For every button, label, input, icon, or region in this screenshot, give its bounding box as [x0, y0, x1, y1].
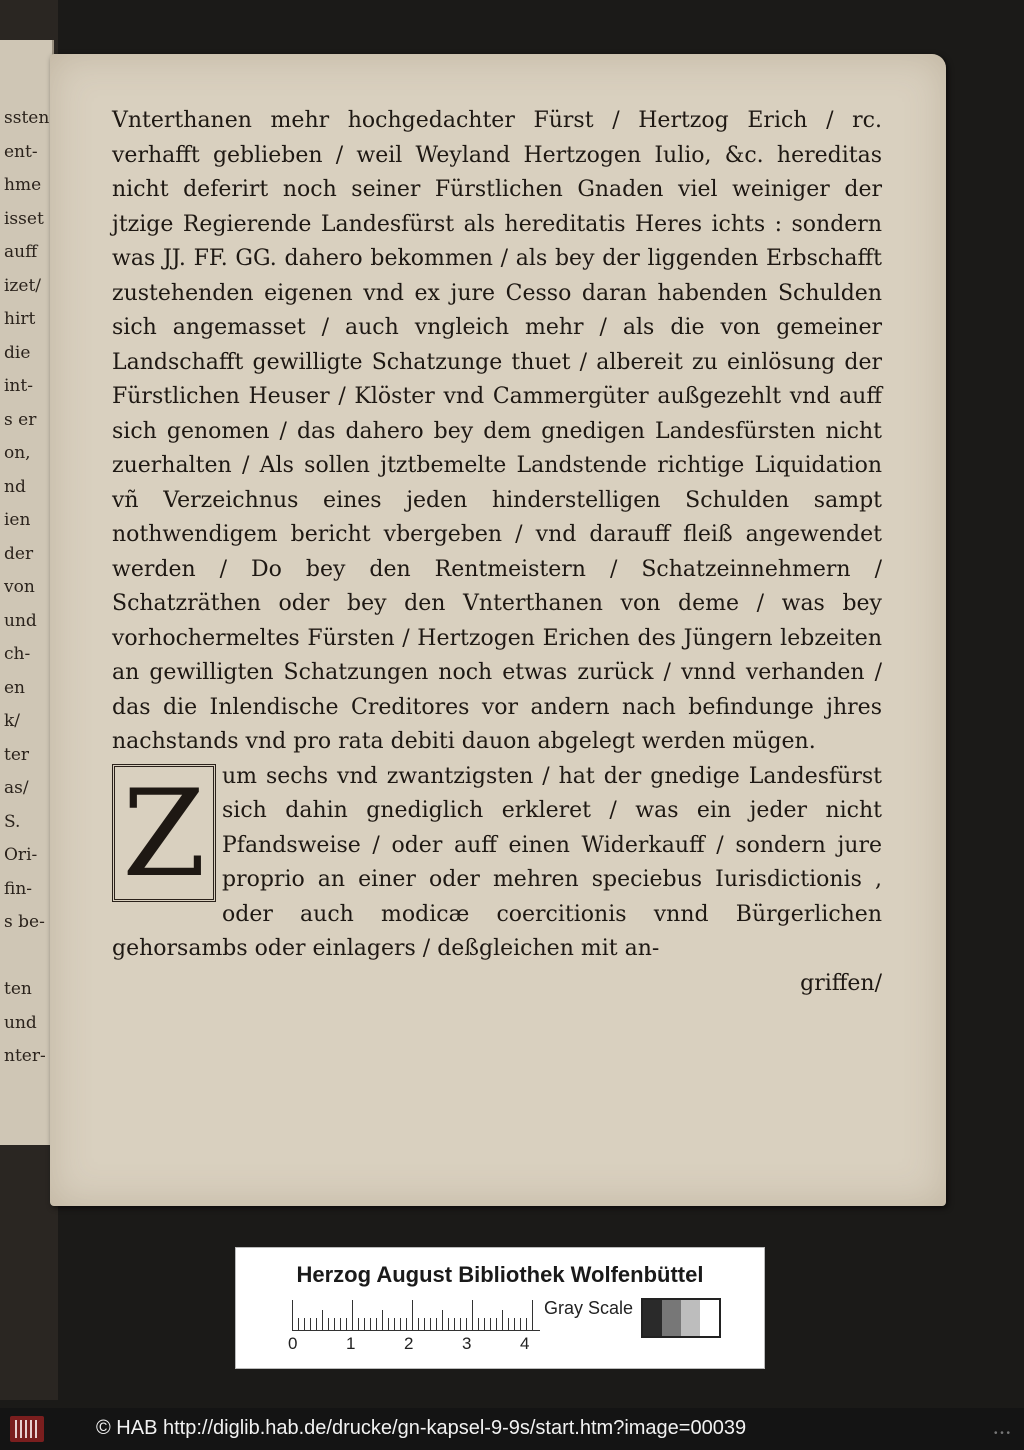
scale-number: 1	[346, 1334, 356, 1353]
ruler-tick	[322, 1310, 323, 1330]
hab-logo-icon[interactable]	[10, 1416, 44, 1442]
page-text	[112, 104, 882, 1001]
ornamental-initial: Z	[112, 764, 216, 902]
ruler-tick	[478, 1318, 479, 1330]
ruler-tick	[394, 1318, 395, 1330]
scale-number: 4	[520, 1334, 530, 1353]
gray-swatch	[662, 1300, 681, 1336]
menu-dots-icon[interactable]: • • •	[993, 1428, 1010, 1439]
ruler-tick	[316, 1318, 317, 1330]
ruler-tick	[382, 1310, 383, 1330]
ruler-tick	[334, 1318, 335, 1330]
ruler-tick	[520, 1318, 521, 1330]
grayscale-swatches	[641, 1298, 721, 1338]
ruler-tick	[460, 1318, 461, 1330]
paragraph-2-text: um sechs vnd zwantzigsten / hat der gnedige Landesfürst sich dahin gnediglich erkleret / was ein jeder nicht Pfandsweise / oder auff einen Widerkauff / sondern jure proprio an einer oder mehren speciebus Iurisdictionis , oder auch modicæ coercitionis vnnd Bürgerlichen gehorsambs oder einlagers / deßgleichen mit an-	[112, 763, 882, 961]
ruler-tick	[430, 1318, 431, 1330]
ruler-tick	[376, 1318, 377, 1330]
ruler-tick	[400, 1318, 401, 1330]
ruler-tick	[484, 1318, 485, 1330]
scale-ruler	[292, 1300, 540, 1331]
library-name: Herzog August Bibliothek Wolfenbüttel	[296, 1262, 704, 1287]
ruler-tick	[298, 1318, 299, 1330]
ruler-tick	[442, 1310, 443, 1330]
ruler-tick	[490, 1318, 491, 1330]
ruler-tick	[448, 1318, 449, 1330]
scale-number: 3	[462, 1334, 472, 1353]
ruler-tick	[472, 1300, 473, 1330]
ruler-tick	[328, 1318, 329, 1330]
ruler-tick	[454, 1318, 455, 1330]
ruler-tick	[304, 1318, 305, 1330]
ruler-tick	[418, 1318, 419, 1330]
ruler-tick	[532, 1300, 533, 1330]
scale-number: 2	[404, 1334, 414, 1353]
paragraph-1: Vnterthanen mehr hochgedachter Fürst / Hertzog Erich / rc. verhafft geblieben / weil Weyland Hertzogen Iulio, &c. hereditas nicht deferirt noch seiner Fürstlichen Gnaden viel weiniger der jtzige Regierende Landesfürst als hereditatis Heres ichts : sondern was JJ. FF. GG. dahero bekommen / als bey der liggenden Erbschafft zustehenden eigenen vnd ex jure Cesso daran habenden Schulden sich angemasset / auch vngleich mehr / als die von gemeiner Landschafft gewilligte Schatzunge thuet / albereit zu einlösung der Fürstlichen Heuser / Klöster vnd Cammergüter außgezehlt vnd auff sich genomen / das dahero bey dem gnedigen Landesfürsten nicht zuerhalten / Als sollen jtztbemelte Landstende richtige Liquidation vñ Verzeichnus eines jeden hinderstelligen Schulden sampt nothwendigem bericht vbergeben / vnd darauff fleiß angewendet werden / Do bey den Rentmeistern / Schatzeinnehmern / Schatzräthen oder bey den Vnterthanen von deme / was bey vorhochermeltes Fürsten / Hertzogen Erichen des Jüngern lebzeiten an gewilligten Schatzungen noch etwas zurück / vnnd verhanden / das die Inlendische Creditores vor andern nach befindunge jhres nachstands vnd pro rata debiti dauon abgelegt werden mügen.	[112, 108, 882, 754]
facing-page-text: ssten ent- hme isset auff izet/ hirt die int- s er on, nd ien der von und ch- en k/ ter as/ S. Ori- fin- s be- ten und nter-	[4, 108, 50, 1066]
ruler-tick	[424, 1318, 425, 1330]
ruler-tick	[514, 1318, 515, 1330]
catchword: griffen/	[800, 970, 882, 996]
ruler-tick	[370, 1318, 371, 1330]
ruler-tick	[412, 1300, 413, 1330]
source-url[interactable]: © HAB http://diglib.hab.de/drucke/gn-kapsel-9-9s/start.htm?image=00039	[96, 1417, 747, 1439]
ruler-tick	[364, 1318, 365, 1330]
viewer-footer	[0, 1408, 1024, 1450]
ruler-tick	[406, 1318, 407, 1330]
ruler-tick	[340, 1318, 341, 1330]
ruler-tick	[352, 1300, 353, 1330]
facing-page-edge	[0, 40, 54, 1145]
ruler-tick	[346, 1318, 347, 1330]
scale-number: 0	[288, 1334, 298, 1353]
ruler-tick	[502, 1310, 503, 1330]
paragraph-2	[112, 760, 882, 967]
ruler-tick	[310, 1318, 311, 1330]
ruler-tick	[508, 1318, 509, 1330]
ruler-tick	[466, 1318, 467, 1330]
gray-swatch	[681, 1300, 700, 1336]
book-page	[50, 54, 946, 1206]
grayscale-label: Gray Scale	[544, 1298, 634, 1318]
ruler-tick	[358, 1318, 359, 1330]
gray-swatch	[700, 1300, 719, 1336]
ruler-tick	[496, 1318, 497, 1330]
ruler-tick	[436, 1318, 437, 1330]
ruler-tick	[388, 1318, 389, 1330]
ruler-tick	[292, 1300, 293, 1330]
ruler-tick	[526, 1318, 527, 1330]
gray-swatch	[643, 1300, 662, 1336]
color-calibration-card	[235, 1247, 765, 1369]
